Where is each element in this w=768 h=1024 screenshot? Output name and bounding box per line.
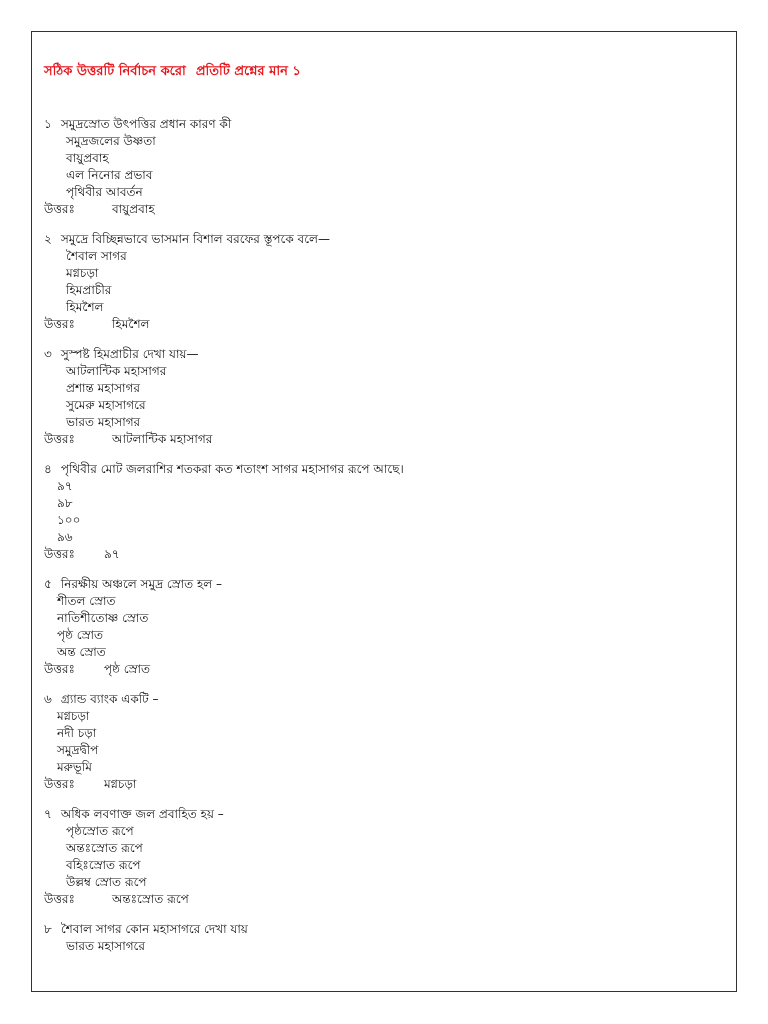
answer-value: হিমশৈল: [112, 317, 150, 331]
option: ৯৬: [57, 530, 73, 544]
answer-label: উত্তরঃ: [44, 432, 75, 446]
option: এল নিনোর প্রভাব: [66, 168, 153, 182]
option: আটলান্টিক মহাসাগর: [66, 364, 167, 378]
answer-value: পৃষ্ঠ স্রোত: [104, 662, 151, 676]
question-stem: [44, 116, 724, 133]
answer-value: বায়ুপ্রবাহ: [112, 202, 155, 216]
answer-line: [44, 661, 724, 678]
question-stem: [44, 346, 724, 363]
option: মরুভূমি: [57, 760, 92, 774]
option: পৃষ্ঠস্রোত রূপে: [66, 824, 134, 838]
option: শীতল স্রোত: [57, 594, 116, 608]
option: ভারত মহাসাগরে: [66, 939, 145, 953]
answer-line: [44, 201, 724, 218]
option: উল্লম্ব স্রোত রূপে: [66, 875, 147, 889]
option: বহিঃস্রোত রূপে: [66, 858, 141, 872]
question-number: ৫: [44, 577, 52, 591]
question-8: [44, 921, 724, 955]
question-stem: [44, 806, 724, 823]
option: হিমশৈল: [66, 300, 104, 314]
question-5: [44, 576, 724, 678]
question-text: পৃথিবীর মোট জলরাশির শতকরা কত শতাংশ সাগর মহাসাগর রূপে আছে।: [60, 462, 404, 476]
answer-label: উত্তরঃ: [44, 202, 75, 216]
answer-label: উত্তরঃ: [44, 547, 75, 561]
option: ১০০: [57, 513, 81, 527]
marks-per-question: প্রতিটি প্রশ্নের মান ১: [195, 64, 301, 79]
answer-label: উত্তরঃ: [44, 777, 75, 791]
question-number: ৭: [44, 807, 52, 821]
question-text: সমুদ্রস্রোত উৎপত্তির প্রধান কারণ কী: [60, 117, 232, 131]
option: নদী চড়া: [57, 726, 97, 740]
answer-label: উত্তরঃ: [44, 892, 75, 906]
answer-line: [44, 316, 724, 333]
option: পৃষ্ঠ স্রোত: [57, 628, 104, 642]
option: নাতিশীতোষ্ণ স্রোত: [57, 611, 149, 625]
question-text: গ্র্যান্ড ব্যাংক একটি –: [60, 692, 159, 706]
option: ৯৮: [57, 496, 73, 510]
question-number: ৮: [44, 922, 52, 936]
question-text: অধিক লবণাক্ত জল প্রবাহিত হয় –: [60, 807, 224, 821]
question-6: [44, 691, 724, 793]
option: অন্তঃস্রোত রূপে: [66, 841, 143, 855]
question-list: [44, 116, 724, 968]
answer-line: [44, 891, 724, 908]
question-number: ১: [44, 117, 52, 131]
option: সুমেরু মহাসাগরে: [66, 398, 146, 412]
answer-line: [44, 776, 724, 793]
question-7: [44, 806, 724, 908]
answer-line: [44, 546, 724, 563]
option: পৃথিবীর আবর্তন: [66, 185, 143, 199]
question-text: সমুদ্রে বিচ্ছিন্নভাবে ভাসমান বিশাল বরফের স্তূপকে বলে—: [60, 232, 330, 246]
question-number: ৩: [44, 347, 52, 361]
question-text: নিরক্ষীয় অঞ্চলে সমুদ্র স্রোত হল –: [60, 577, 223, 591]
answer-line: [44, 431, 724, 448]
instruction-heading: [44, 63, 301, 81]
answer-value: অন্তঃস্রোত রূপে: [112, 892, 189, 906]
option: অন্ত স্রোত: [57, 645, 106, 659]
option: ৯৭: [57, 479, 73, 493]
question-stem: [44, 461, 724, 478]
option: বায়ুপ্রবাহ: [66, 151, 109, 165]
question-stem: [44, 921, 724, 938]
answer-value: আটলান্টিক মহাসাগর: [112, 432, 213, 446]
question-2: [44, 231, 724, 333]
answer-label: উত্তরঃ: [44, 317, 75, 331]
question-number: ৪: [44, 462, 52, 476]
question-stem: [44, 576, 724, 593]
option: হিমপ্রাচীর: [66, 283, 112, 297]
option: ভারত মহাসাগর: [66, 415, 141, 429]
question-text: সুস্পষ্ট হিমপ্রাচীর দেখা যায়—: [60, 347, 199, 361]
question-4: [44, 461, 724, 563]
question-text: শৈবাল সাগর কোন মহাসাগরে দেখা যায়: [60, 922, 248, 936]
instruction-text: সঠিক উত্তরটি নির্বাচন করো: [44, 64, 186, 79]
answer-label: উত্তরঃ: [44, 662, 75, 676]
option: মগ্নচড়া: [57, 709, 90, 723]
option: শৈবাল সাগর: [66, 249, 127, 263]
question-stem: [44, 691, 724, 708]
option: প্রশান্ত মহাসাগর: [66, 381, 140, 395]
question-1: [44, 116, 724, 218]
answer-value: ৯৭: [104, 547, 120, 561]
question-number: ৬: [44, 692, 52, 706]
option: সমুদ্রজলের উষ্ণতা: [66, 134, 156, 148]
question-stem: [44, 231, 724, 248]
option: সমুদ্রদ্বীপ: [57, 743, 99, 757]
question-3: [44, 346, 724, 448]
option: মগ্নচড়া: [66, 266, 99, 280]
answer-value: মগ্নচড়া: [104, 777, 137, 791]
question-number: ২: [44, 232, 52, 246]
